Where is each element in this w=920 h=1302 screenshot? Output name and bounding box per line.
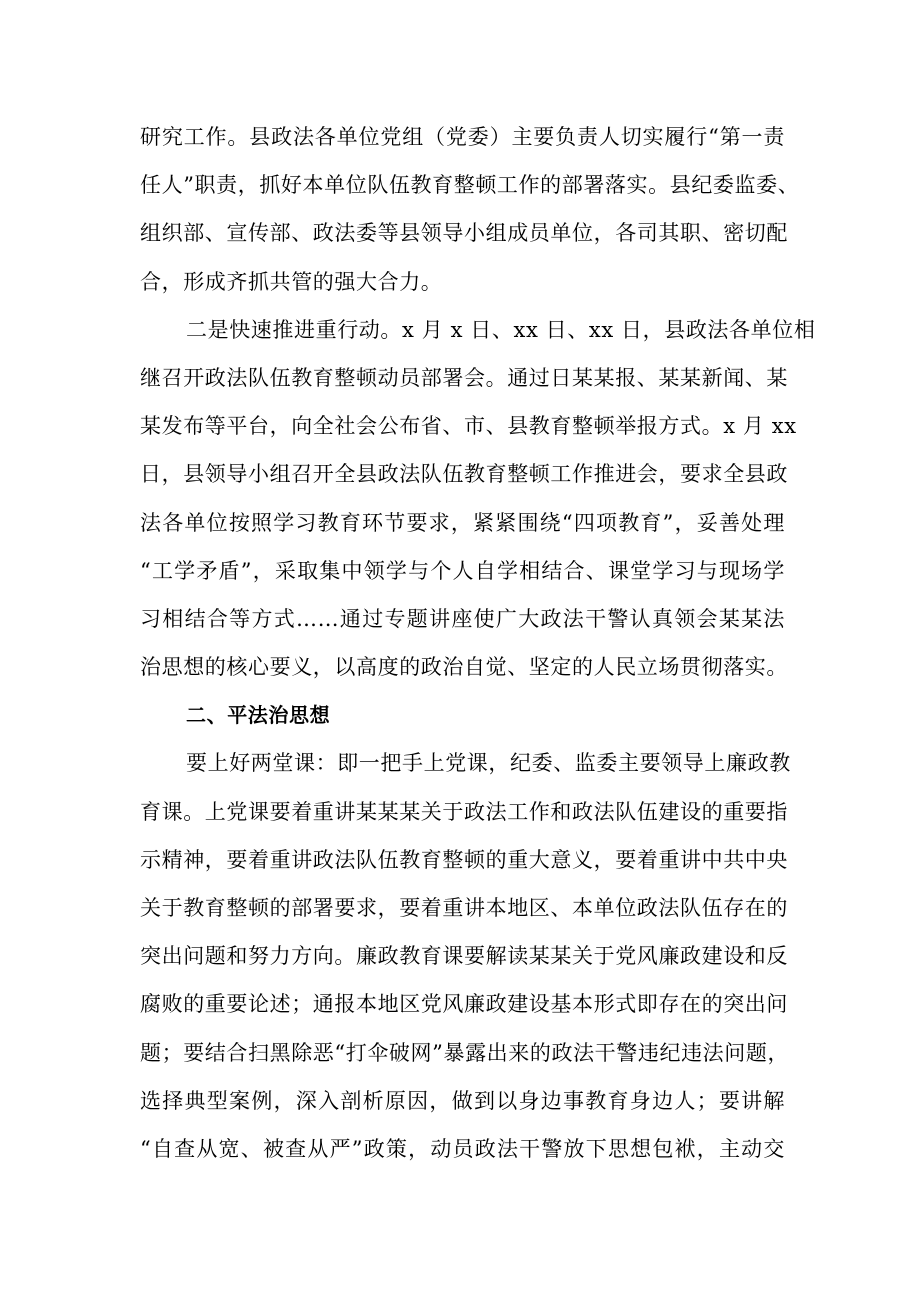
text-line: “工学矛盾”，采取集中领学与个人自学相结合、课堂学习与现场学 <box>140 558 785 583</box>
text-line: 关于教育整顿的部署要求，要着重讲本地区、本单位政法队伍存在的 <box>140 896 788 920</box>
text-line: 治思想的核心要义，以高度的政治自觉、坚定的人民立场贯彻落实。 <box>140 655 788 680</box>
paragraph-1 <box>140 113 800 306</box>
text-line: 腐败的重要论述；通报本地区党风廉政建设基本形式即存在的突出问 <box>140 992 788 1017</box>
document-body <box>140 113 816 1173</box>
text-line: 继召开政法队伍教育整顿动员部署会。通过日某某报、某某新闻、某 <box>140 365 788 390</box>
text-line: 要上好两堂课：即一把手上党课，纪委、监委主要领导上廉政教 <box>186 751 791 776</box>
paragraph-3 <box>140 739 791 1173</box>
text-line: 示精神，要着重讲政法队伍教育整顿的重大意义，要着重讲中共中央 <box>140 847 788 872</box>
text-line: 习相结合等方式……通过专题讲座使广大政法干警认真领会某某法 <box>140 606 785 631</box>
section-heading: 二、平法治思想 <box>186 703 331 728</box>
text-line: 研究工作。县政法各单位党组（党委）主要负责人切实履行“第一责 <box>140 125 785 149</box>
text-line: 任人”职责，抓好本单位队伍教育整顿工作的部署落实。县纪委监委、 <box>140 173 800 198</box>
text-line: 组织部、宣传部、政法委等县领导小组成员单位，各司其职、密切配 <box>140 221 788 246</box>
text-line: 日，县领导小组召开全县政法队伍教育整顿工作推进会，要求全县政 <box>140 462 788 487</box>
text-line: 育课。上党课要着重讲某某某关于政法工作和政法队伍建设的重要指 <box>140 799 788 824</box>
text-line: 二是快速推进重行动。x 月 x 日、xx 日、xx 日，县政法各单位相 <box>186 317 816 342</box>
text-line: 某发布等平台，向全社会公布省、市、县教育整顿举报方式。x 月 xx <box>140 414 797 439</box>
text-line: 合，形成齐抓共管的强大合力。 <box>140 269 443 294</box>
text-line: 法各单位按照学习教育环节要求，紧紧围绕“四项教育”，妥善处理 <box>140 510 785 535</box>
text-line: “自查从宽、被查从严”政策，动员政法干警放下思想包袱，主动交 <box>140 1136 785 1161</box>
text-line: 题；要结合扫黑除恶“打伞破网”暴露出来的政法干警违纪违法问题， <box>140 1040 790 1065</box>
text-line: 选择典型案例，深入剖析原因，做到以身边事教育身边人；要讲解 <box>140 1088 785 1113</box>
paragraph-2 <box>140 306 816 692</box>
text-line: 突出问题和努力方向。廉政教育课要解读某某关于党风廉政建设和反 <box>140 944 788 969</box>
